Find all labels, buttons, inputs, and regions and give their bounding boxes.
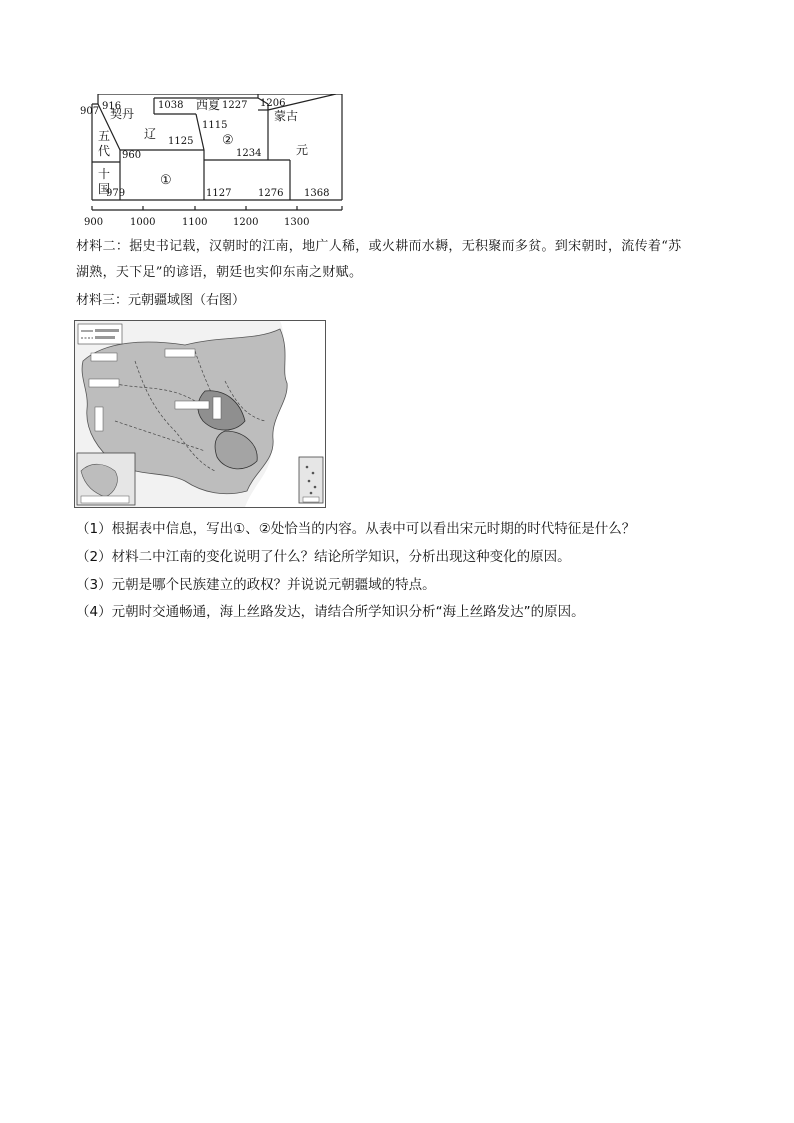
cell-yuan: 元 bbox=[296, 143, 309, 157]
marker-2: ② bbox=[222, 133, 234, 148]
axis-tick-1200: 1200 bbox=[233, 217, 259, 228]
material-3-title: 材料三：元朝疆域图（右图） bbox=[76, 293, 246, 308]
marker-1: ① bbox=[160, 173, 172, 188]
material-2-paragraph bbox=[76, 234, 716, 286]
axis-tick-1300: 1300 bbox=[284, 217, 310, 228]
question-1: （1）根据表中信息，写出①、②处恰当的内容。从表中可以看出宋元时期的时代特征是什么？ bbox=[76, 521, 636, 537]
cell-mongol: 蒙古 bbox=[274, 109, 299, 123]
year-1368: 1368 bbox=[304, 188, 330, 199]
cell-qidan: 契丹 bbox=[110, 107, 135, 121]
year-1125: 1125 bbox=[168, 136, 194, 147]
year-979: 979 bbox=[106, 188, 126, 199]
yuan-territory-map bbox=[74, 320, 326, 508]
axis-tick-900: 900 bbox=[84, 217, 104, 228]
question-2: （2）材料二中江南的变化说明了什么？结论所学知识，分析出现这种变化的原因。 bbox=[76, 549, 571, 565]
year-907: 907 bbox=[80, 106, 100, 117]
question-3: （3）元朝是哪个民族建立的政权？并说说元朝疆域的特点。 bbox=[76, 577, 436, 593]
year-960: 960 bbox=[122, 150, 142, 161]
year-1127: 1127 bbox=[206, 188, 232, 199]
year-1227: 1227 bbox=[222, 100, 248, 111]
timeline-svg bbox=[78, 94, 346, 234]
axis-tick-1100: 1100 bbox=[182, 217, 208, 228]
cell-liao: 辽 bbox=[144, 127, 157, 141]
year-1038: 1038 bbox=[158, 100, 184, 111]
cell-wudai: 五代 bbox=[98, 129, 111, 158]
map-illustration bbox=[75, 321, 325, 507]
material-2-line-1: 材料二：据史书记载，汉朝时的江南，地广人稀，或火耕而水耨，无积聚而多贫。到宋朝时，流传着“苏 bbox=[76, 239, 682, 254]
material-2-line-2: 湖熟，天下足”的谚语，朝廷也实仰东南之财赋。 bbox=[76, 265, 363, 280]
year-916: 916 bbox=[102, 101, 122, 112]
year-1234: 1234 bbox=[236, 148, 262, 159]
axis-tick-1000: 1000 bbox=[130, 217, 156, 228]
year-1115: 1115 bbox=[202, 120, 228, 131]
question-4: （4）元朝时交通畅通，海上丝路发达，请结合所学知识分析“海上丝路发达”的原因。 bbox=[76, 604, 585, 620]
year-1276: 1276 bbox=[258, 188, 284, 199]
cell-xixia: 西夏 bbox=[196, 98, 221, 112]
cell-shiguo: 十国 bbox=[98, 167, 111, 196]
dynasty-timeline-chart bbox=[78, 94, 346, 234]
year-1206: 1206 bbox=[260, 98, 286, 109]
